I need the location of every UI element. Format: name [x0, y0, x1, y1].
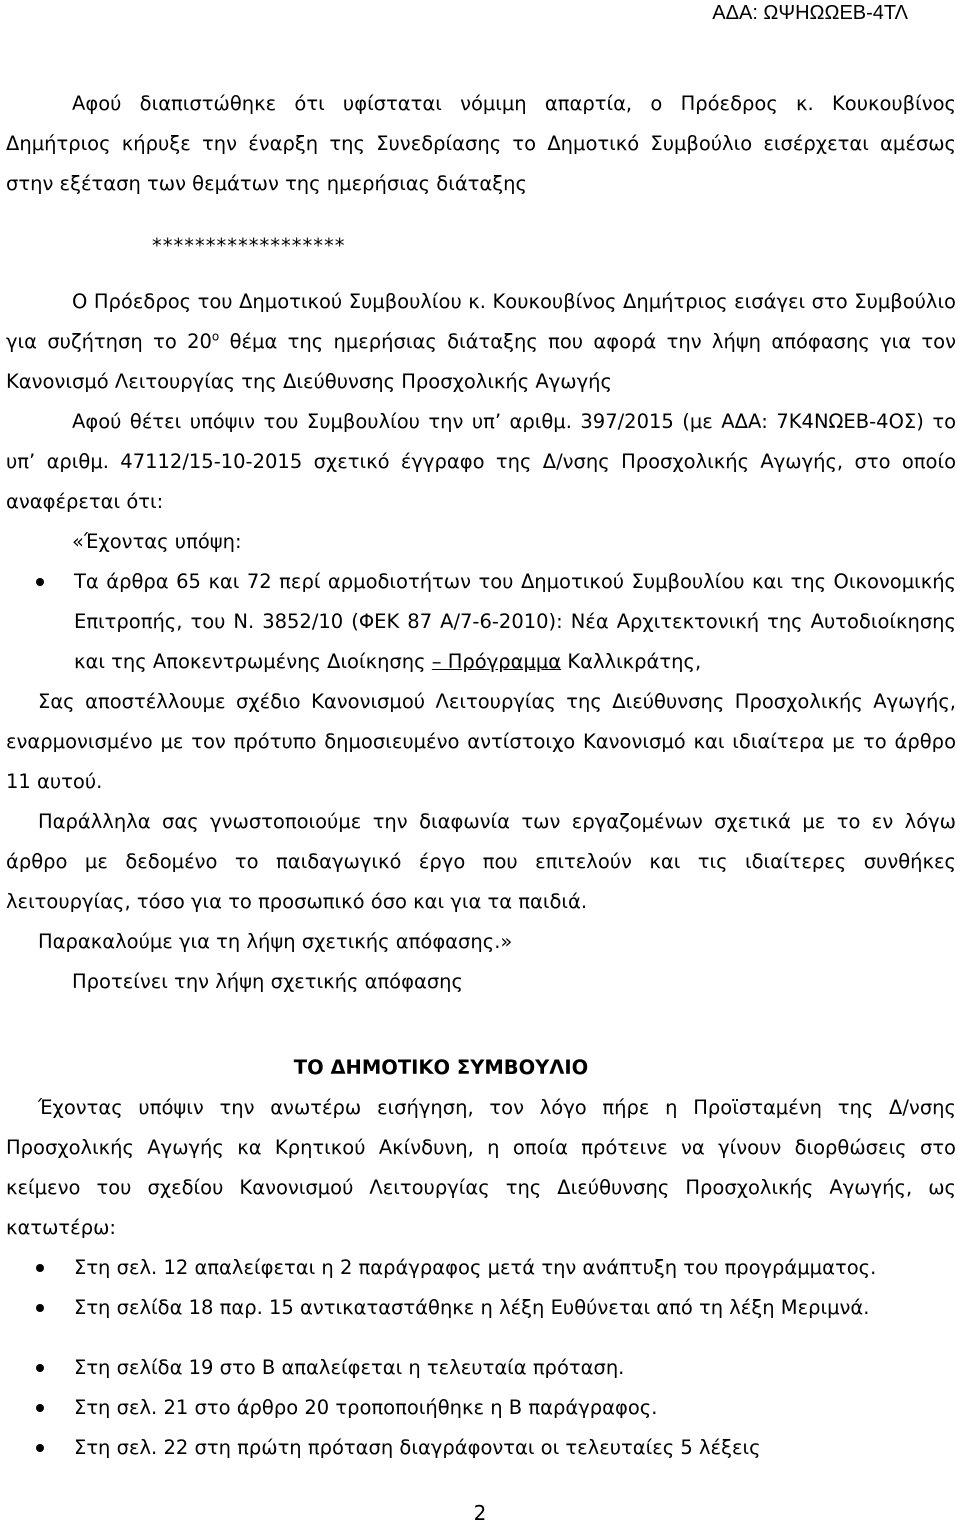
paragraph-considering: «Έχοντας υπόψη:: [72, 530, 242, 553]
paragraph-disagreement: Παράλληλα σας γνωστοποιούμε την διαφωνία των εργαζομένων σχετικά με το εν λόγω άρθρο με δεδομένο το παιδαγωγικό έργο που επιτελούν και τις ιδιαίτερες συνθήκες λειτουργίας, τόσο για το προσωπικό όσο και για τα παιδιά.: [6, 810, 956, 913]
list-item: Στη σελ. 12 απαλείφεται η 2 παράγραφος μετά την ανάπτυξη του προγράμματος.: [6, 1248, 956, 1288]
list-item: Στη σελίδα 18 παρ. 15 αντικαταστάθηκε η λέξη Ευθύνεται από τη λέξη Μεριμνά.: [6, 1288, 956, 1328]
list-item: Στη σελ. 21 στο άρθρο 20 τροποποιήθηκε η Β παράγραφος.: [6, 1388, 956, 1428]
list-item: Στη σελ. 22 στη πρώτη πρόταση διαγράφονται οι τελευταίες 5 λέξεις: [6, 1428, 956, 1468]
list-item: Στη σελίδα 19 στο Β απαλείφεται η τελευταία πρόταση.: [6, 1348, 956, 1388]
list-item: Τα άρθρα 65 και 72 περί αρμοδιοτήτων του Δημοτικού Συμβουλίου και της Οικονομικής Επιτροπής, του Ν. 3852/10 (ΦΕΚ 87 Α/7-6-2010): Νέα Αρχιτεκτονική της Αυτοδιοίκησης και της Αποκεντρωμένης Διοίκησης – Πρόγραμμα Καλλικράτης,: [6, 562, 956, 682]
paragraph-document-reference: Αφού θέτει υπόψιν του Συμβουλίου την υπ’ αριθμ. 397/2015 (με ΑΔΑ: 7Κ4ΝΩΕΒ-4ΟΣ) το υπ’ αριθμ. 47112/15-10-2015 σχετικό έγγραφο της Δ/νσης Προσχολικής Αγωγής, στο οποίο αναφέρεται ότι:: [6, 410, 956, 513]
intro-text: Ο Πρόεδρος του Δημοτικού Συμβουλίου κ. Κουκουβίνος Δημήτριος εισάγει στο Συμβούλιο για συζήτηση το $20^o$ θέμα της ημερήσιας διάταξης που αφορά την λήψη απόφασης για τον Κανονισμό Λειτουργίας της Διεύθυνσης Προσχολικής Αγωγής: [6, 290, 956, 393]
program-link-text: – Πρόγραμμα: [431, 650, 562, 673]
paragraph-request: Παρακαλούμε για τη λήψη σχετικής απόφασης.»: [38, 930, 513, 953]
paragraph-discussion: Έχοντας υπόψιν την ανωτέρω εισήγηση, τον λόγο πήρε η Προϊσταμένη της Δ/νσης Προσχολικής Αγωγής κα Κρητικού Ακίνδυνη, η οποία πρότεινε να γίνουν διορθώσεις στο κείμενο του σχεδίου Κανονισμού Λειτουργίας της Διεύθυνσης Προσχολικής Αγωγής, ως κατωτέρω:: [6, 1096, 956, 1239]
document-body: [6, 84, 956, 1468]
paragraph-quorum: Αφού διαπιστώθηκε ότι υφίσταται νόμιμη απαρτία, ο Πρόεδρος κ. Κουκουβίνος Δημήτριος κήρυξε την έναρξη της Συνεδρίασης το Δημοτικό Συμβούλιο εισέρχεται αμέσως στην εξέταση των θεμάτων της ημερήσιας διάταξης: [6, 92, 956, 195]
council-title: ΤΟ ΔΗΜΟΤΙΚΟ ΣΥΜΒΟΥΛΙΟ: [293, 1056, 589, 1079]
considering-list: [6, 562, 956, 682]
paragraph-draft: Σας αποστέλλουμε σχέδιο Κανονισμού Λειτουργίας της Διεύθυνσης Προσχολικής Αγωγής, εναρμονισμένο με τον πρότυπο δημοσιευμένο αντίστοιχο Κανονισμό και ιδιαίτερα με το άρθρο 11 αυτού.: [6, 690, 956, 793]
page-number: 2: [473, 1501, 487, 1525]
corrections-list: [6, 1248, 956, 1468]
ada-header: ΑΔΑ: ΩΨΗΩΩΕΒ-4ΤΛ: [712, 2, 908, 24]
paragraph-introduction: [6, 282, 956, 402]
separator-stars: ******************: [152, 234, 346, 257]
paragraph-proposal: Προτείνει την λήψη σχετικής απόφασης: [72, 970, 463, 993]
